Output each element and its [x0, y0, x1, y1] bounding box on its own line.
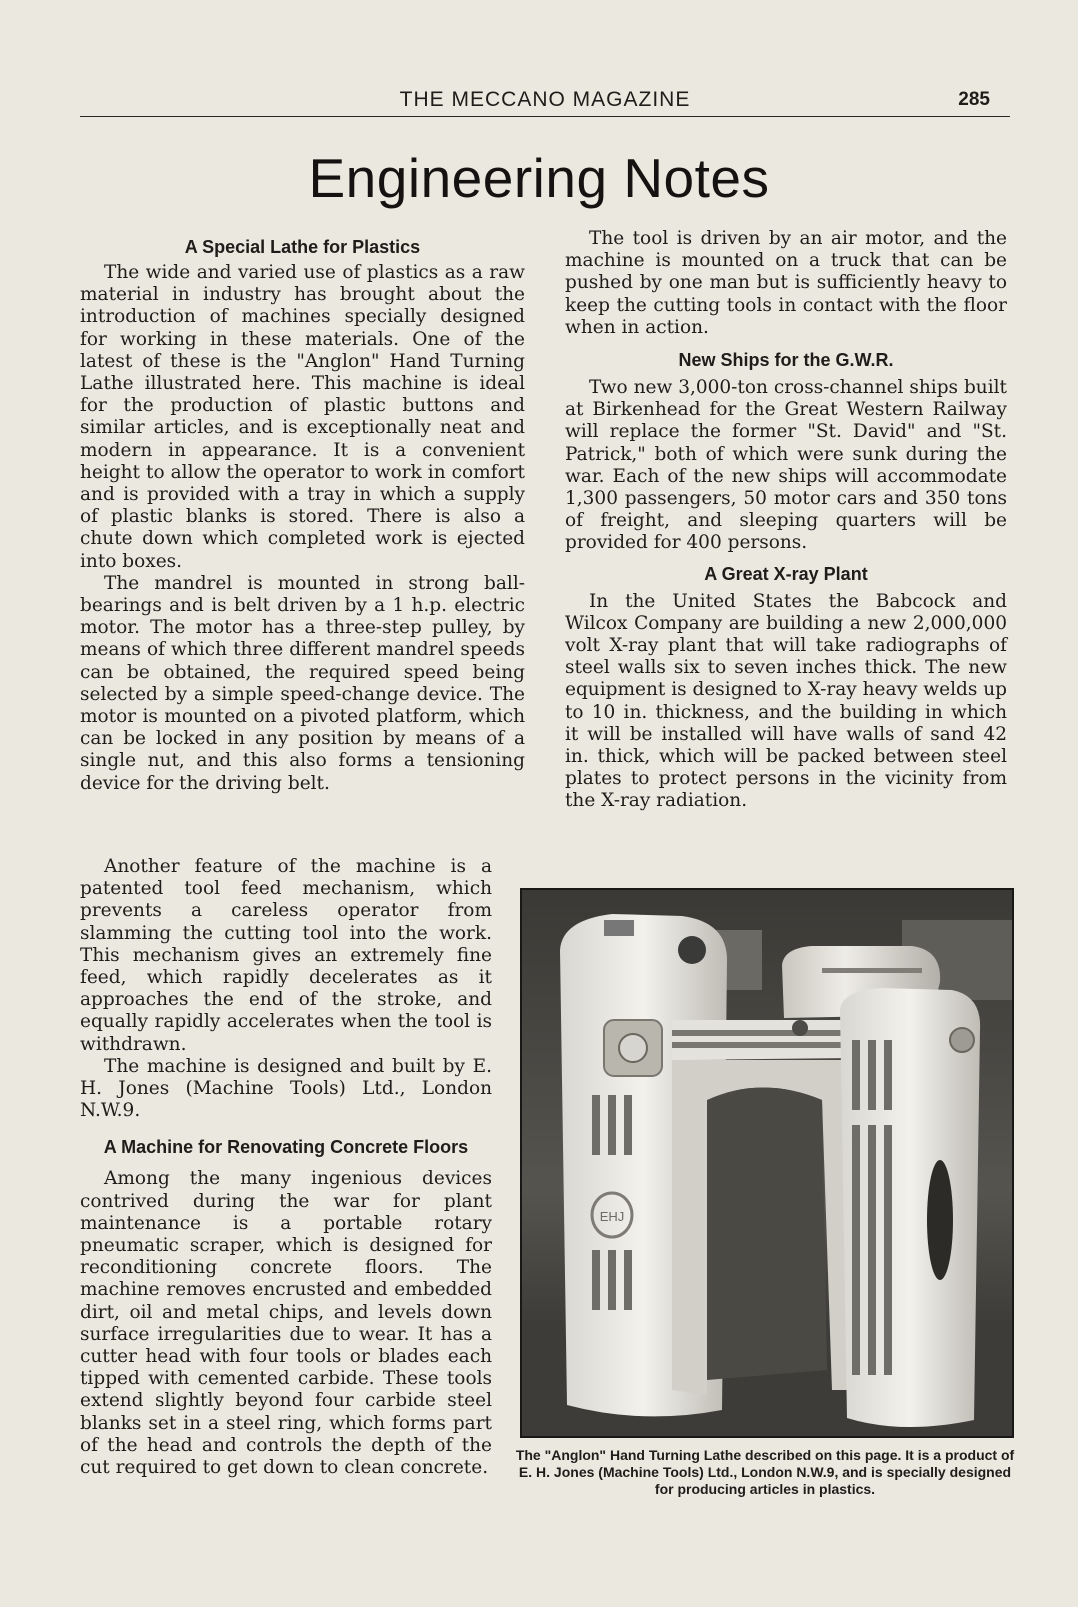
- xray-heading: A Great X-ray Plant: [704, 563, 868, 584]
- stripe: [884, 1040, 892, 1110]
- lathe-paragraph-1: The wide and varied use of plastics as a raw material in industry has brought about the introduction of machines specially designed for working in these materials. One of the latest of these is the "Anglon" Hand Turning Lathe illustrated here. This machine is ideal for the production of plastic buttons and similar articles, and is exceptionally neat and modern in appearance. It is a convenient height to allow the operator to work in comfort and is provided with a tray in which a supply of plastic blanks is stored. There is also a chute down which completed work is ejected into boxes.: [80, 262, 525, 572]
- headstock-stripe: [822, 968, 922, 973]
- page-number: 285: [958, 89, 990, 110]
- stripe: [608, 1095, 616, 1155]
- stripe: [868, 1040, 876, 1110]
- bed-stripe: [672, 1030, 852, 1036]
- stripe: [608, 1250, 616, 1310]
- control-box: [604, 920, 634, 936]
- right-wheel: [950, 1028, 974, 1052]
- running-header: [80, 86, 1010, 117]
- right-pedestal: [840, 988, 980, 1427]
- left-column-top: [80, 236, 525, 795]
- floors-heading: A Machine for Renovating Concrete Floors: [103, 1137, 469, 1158]
- stripe: [868, 1125, 876, 1375]
- lathe-photograph: [520, 888, 1014, 1438]
- lathe-heading: A Special Lathe for Plastics: [184, 237, 421, 257]
- stripe: [852, 1040, 860, 1110]
- lathe-paragraph-3: Another feature of the machine is a patented tool feed mechanism, which prevents a careless operator from slamming the cutting tool into the work. This mechanism gives an extremely fine feed, which rapidly decelerates as it approaches the end of the stroke, and equally rapidly accelerates when the tool is withdrawn.: [80, 856, 492, 1055]
- bed-stripe: [672, 1042, 852, 1048]
- left-column-bottom: [80, 856, 492, 1479]
- stripe: [592, 1250, 600, 1310]
- stripe: [852, 1125, 860, 1375]
- stripe: [884, 1125, 892, 1375]
- lathe-paragraph-4: The machine is designed and built by E. H. Jones (Machine Tools) Ltd., London N.W.9.: [80, 1055, 492, 1122]
- floors-paragraph-2: The tool is driven by an air motor, and the machine is mounted on a truck that can be pushed by one man but is sufficiently heavy to keep the cutting tools in contact with the floor when in action.: [565, 228, 1007, 338]
- monogram-text: EHJ: [599, 1209, 625, 1224]
- knob: [678, 936, 706, 964]
- lathe-bed: [672, 1020, 854, 1060]
- page-title: Engineering Notes: [308, 147, 770, 209]
- side-vent: [927, 1160, 953, 1280]
- dial-face: [619, 1034, 647, 1062]
- xray-paragraph: In the United States the Babcock and Wilcox Company are building a new 2,000,000 volt X-ray plant that will take radiographs of steel walls six to seven inches thick. The new equipment is designed to X-ray heavy welds up to 10 in. thickness, and the building in which it will be installed will have walls of sand 42 in. thick, which will be packed between steel plates to protect persons in the vicinity from the X-ray radiation.: [565, 590, 1007, 812]
- ships-paragraph: Two new 3,000-ton cross-channel ships built at Birkenhead for the Great Western Railway will replace the former "St. David" and "St. Patrick," both of which were sunk during the war. Each of the new ships will accommodate 1,300 passengers, 50 motor cars and 350 tons of freight, and sleeping quarters will be provided for 400 persons.: [565, 377, 1007, 554]
- stripe: [592, 1095, 600, 1155]
- floors-paragraph-1: Among the many ingenious devices contrived during the war for plant maintenance is a portable rotary pneumatic scraper, which is designed for reconditioning concrete floors. The machine removes encrusted and embedded dirt, oil and metal chips, and levels down surface irregularities due to wear. It has a cutter head with four tools or blades each tipped with cemented carbide. These tools extend slightly beyond four carbide steel blanks set in a steel ring, which forms part of the head and controls the depth of the cut required to get down to clean concrete.: [80, 1168, 492, 1479]
- stripe: [624, 1095, 632, 1155]
- stripe: [624, 1250, 632, 1310]
- lathe-illustration: [522, 890, 1012, 1436]
- bed-handle: [792, 1020, 808, 1036]
- arch-opening: [707, 1088, 827, 1381]
- lathe-paragraph-2: The mandrel is mounted in strong ball-bearings and is belt driven by a 1 h.p. electric motor. The motor has a three-step pulley, by means of which three different mandrel speeds can be obtained, the required speed being selected by a simple speed-change device. The motor is mounted on a pivoted platform, which can be locked in any position by means of a single nut, and this also forms a tensioning device for the driving belt.: [80, 572, 525, 794]
- magazine-name: THE MECCANO MAGAZINE: [399, 88, 691, 111]
- ships-heading: New Ships for the G.W.R.: [678, 350, 894, 371]
- photo-caption: The "Anglon" Hand Turning Lathe described on this page. It is a product of E. H. Jones (Machine Tools) Ltd., London N.W.9, and is specially designed for producing articles in plastics.: [515, 1447, 1015, 1497]
- right-column: [565, 228, 1007, 813]
